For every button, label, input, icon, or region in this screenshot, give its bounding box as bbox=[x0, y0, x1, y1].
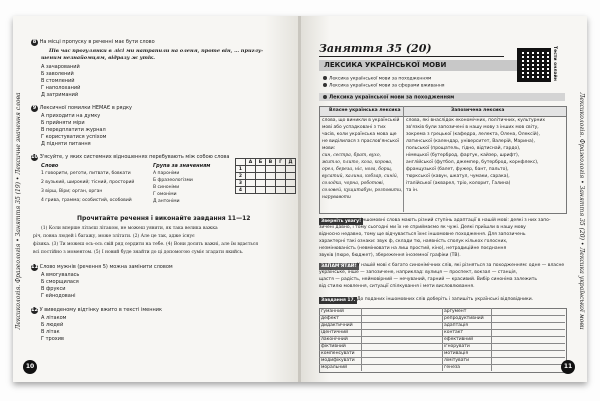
answer-option[interactable]: А зачарований bbox=[41, 64, 80, 70]
question-12 bbox=[31, 307, 162, 314]
table-cell-line: часів, коли українська мова ще bbox=[322, 132, 397, 137]
word-row: 1 говорити, реготи, питвати, бовкати bbox=[41, 171, 131, 176]
qr-code-icon[interactable] bbox=[517, 48, 551, 82]
foreign-word: гуманний bbox=[321, 309, 344, 314]
grid-cell[interactable] bbox=[286, 180, 296, 187]
question-11 bbox=[31, 264, 173, 271]
foreign-word: адаптація bbox=[444, 323, 468, 328]
table-cell-line: орел, береза, ніс, нога, борщ, bbox=[322, 167, 393, 172]
foreign-word: фіктивний bbox=[321, 344, 346, 349]
answer-option[interactable]: Д затриманий bbox=[41, 92, 79, 98]
question-prompt: З'ясуйте, у яких системних відношеннях перебувають між собою слова bbox=[39, 154, 230, 160]
group-option: Б фразеологізми bbox=[153, 178, 193, 183]
foreign-word: репродуктивний bbox=[444, 316, 484, 321]
table-cell-line: французької (балет, фужер, бант, пальто), bbox=[406, 167, 509, 172]
grid-cell[interactable] bbox=[266, 187, 276, 194]
grid-row-head: 4 bbox=[236, 187, 246, 194]
answer-option[interactable]: Б заволений bbox=[41, 71, 74, 77]
table-cell-line: слова, які внаслідок економічних, політичних, культурних bbox=[406, 118, 546, 123]
table-cell-line: німецької (бутерброд, фартук, кайзер, шрифт), bbox=[406, 153, 520, 158]
table-cell-line: польської (прощатель, гідно, відтиснай, гардо), bbox=[406, 146, 521, 151]
table-cell-line: тюркської (кавун, шкатул, чумаки, сарака), bbox=[406, 174, 510, 179]
note-line: зичені давно, і тому сьогодні ми їх не сприймаємо як чужі. Деякі приїшли в нашу мову bbox=[319, 225, 526, 230]
reading-title: Прочитайте речення і виконайте завдання 11—12 bbox=[77, 215, 251, 222]
grid-col-head: Г bbox=[276, 159, 286, 166]
page-number: 11 bbox=[561, 360, 575, 374]
table-cell-line: та ін. bbox=[406, 188, 419, 193]
table-cell-line: слова, що виникли в українській bbox=[322, 118, 400, 123]
reading-text-line: (1) Коли вперше літаєш літаком, не можеш уявити, як така велика важка bbox=[41, 226, 218, 231]
answer-option[interactable]: Б прийняти міри bbox=[41, 120, 85, 126]
grid-cell[interactable] bbox=[286, 173, 296, 180]
grid-cell[interactable] bbox=[256, 187, 266, 194]
grid-cell[interactable] bbox=[256, 180, 266, 187]
question-10 bbox=[31, 154, 229, 161]
grid-cell[interactable] bbox=[256, 173, 266, 180]
grid-cell[interactable] bbox=[286, 187, 296, 194]
note-line: Іншомовні слова мають різний ступінь адаптації в нашій мові: деякі з них запо- bbox=[361, 218, 551, 223]
question-prompt: У виведеному відтінку вжито в тексті іменник bbox=[39, 307, 163, 313]
question-prompt: Слово мужнів (речення 5) можна замінити словом bbox=[39, 264, 173, 270]
grid-cell[interactable] bbox=[286, 166, 296, 173]
foreign-word: лаконічний bbox=[321, 337, 348, 342]
group-option: Д антоніми bbox=[153, 199, 180, 204]
foreign-word: аргумент bbox=[444, 309, 467, 314]
answer-option[interactable]: В фрукси bbox=[41, 286, 66, 292]
table-cell-line: латинської (календар, університет, Валерій, Марина), bbox=[406, 139, 535, 144]
qr-caption: Тести онлайн bbox=[552, 46, 557, 81]
bullet-icon bbox=[323, 95, 327, 99]
answer-option[interactable]: Г наполоханий bbox=[41, 85, 81, 91]
left-running-header: Лексикологія. Фразеологія • Заняття 35 (19) • Лексичне значення слова bbox=[15, 92, 22, 330]
table-cell-line: син, сестра, брат, вухо, bbox=[322, 153, 381, 158]
question-prompt: Лексичної помилки НЕМАЄ в рядку bbox=[39, 105, 133, 111]
answer-grid bbox=[235, 158, 296, 194]
remember-line: українське, інше — запозичене, наприклад: вулиця — проспект, вокзал — станція, bbox=[319, 270, 518, 275]
right-page bbox=[301, 16, 587, 382]
grid-row-head: 3 bbox=[236, 180, 246, 187]
grid-cell[interactable] bbox=[276, 173, 286, 180]
question-8 bbox=[31, 39, 155, 46]
reading-text-line: фізика. (3) Ти можеш ось-ось свій ряд сердити на тебе. (4) Вони досить важні, але їм вдається bbox=[33, 242, 259, 247]
table-cell-line: вусатий, калина, кобзар, синій, bbox=[322, 174, 399, 179]
question-number-badge: 10 bbox=[31, 154, 38, 160]
grid-cell[interactable] bbox=[266, 166, 276, 173]
answer-option[interactable]: В передплатити журнал bbox=[41, 127, 106, 133]
note-line: незмінюваність (невмінювати на лиш простий, кіно), нетрадиційне поєднання bbox=[319, 246, 507, 251]
question-quote-line: Пів час прогулянки в лісі ми натрапили на оленя, проте він, … приглу- bbox=[49, 48, 264, 54]
question-number-badge: 12 bbox=[31, 307, 38, 313]
lesson-title-underline bbox=[319, 42, 504, 57]
grid-col-head: Б bbox=[256, 159, 266, 166]
foreign-word: генеза bbox=[444, 365, 460, 370]
note-line: відносно недавно, тому ще відчувається їхнє іншомовне походження. Для запозичень bbox=[319, 232, 526, 237]
table-cell-line: мові або успадковані з тих bbox=[322, 125, 386, 130]
answer-option[interactable]: Г трохив bbox=[41, 336, 64, 342]
foreign-word: ідентичний bbox=[321, 330, 349, 335]
question-prompt: На місці пропуску в реченні має бути слово bbox=[39, 39, 155, 45]
grid-cell[interactable] bbox=[256, 166, 266, 173]
remember-label: ЗАПАМ'ЯТАЙ! bbox=[321, 264, 357, 269]
remember-line: від стилю мовлення, ситуації спілкування і мети висловлювання. bbox=[319, 284, 475, 289]
group-option: В синоніми bbox=[153, 185, 180, 190]
table-header-borrowed: Запозичена лексика bbox=[451, 107, 505, 113]
word-row: 4 грива, грамма; особистий, особовий bbox=[41, 198, 132, 203]
question-number-badge: 8 bbox=[32, 39, 37, 45]
foreign-word: компенсувати bbox=[321, 351, 355, 356]
table-cell-line: нарувавоти bbox=[322, 195, 351, 200]
topic-title: ЛЕКСИКА УКРАЇНСЬКОЇ МОВИ bbox=[324, 61, 447, 69]
section-title: Лексика української мови за походженням bbox=[323, 95, 454, 101]
bullet-icon bbox=[323, 83, 327, 87]
answer-option[interactable]: В стомлений bbox=[41, 78, 75, 84]
grid-cell[interactable] bbox=[276, 166, 286, 173]
answer-option[interactable]: В літак bbox=[41, 329, 60, 335]
grid-cell[interactable] bbox=[266, 180, 276, 187]
answer-option[interactable]: Г ейнодовані bbox=[41, 293, 76, 299]
table-cell-line: італійської (акварел, тріо, колорит, Галина) bbox=[406, 181, 511, 186]
answer-option[interactable]: Б сморщилася bbox=[41, 279, 79, 285]
left-page bbox=[13, 16, 299, 382]
foreign-word: дидактичний bbox=[321, 323, 353, 328]
table-cell-line: зв'язків були запозичені в нашу мову з інших мов світу, bbox=[406, 125, 539, 130]
grid-col-head: Д bbox=[286, 159, 296, 166]
table-cell-line: англійської (футбол, джемпер, бутерброд, корнфлекс), bbox=[406, 160, 539, 165]
foreign-word: ефективний bbox=[444, 337, 474, 342]
grid-col-head: В bbox=[266, 159, 276, 166]
table-header-native: Власне українська лексика bbox=[329, 107, 401, 113]
answer-option[interactable]: А літаком bbox=[41, 315, 67, 321]
task-label: Завдання 17. bbox=[321, 298, 356, 303]
foreign-word: лімітувати bbox=[444, 358, 470, 363]
topic-bullet: Лексика української мови за походженням bbox=[323, 76, 431, 82]
answer-option[interactable]: Д підняти питання bbox=[41, 141, 91, 147]
topic-bullet: Лексика української мови за сферами вживання bbox=[323, 83, 444, 89]
foreign-word: ігнорувати bbox=[444, 344, 470, 349]
note-label: Зверніть увагу! bbox=[321, 219, 362, 224]
table-cell-line: зокрема з грецької (кафедра, лелекта, Олена, Олексій), bbox=[406, 132, 540, 137]
page-number: 10 bbox=[23, 360, 37, 374]
reading-text-line: всі постійно з моментом. (5) І новий буде знайти до ці допомогою суміє згадати якийсь. bbox=[33, 250, 244, 255]
grid-cell[interactable] bbox=[246, 166, 256, 173]
open-workbook bbox=[13, 16, 587, 382]
right-running-header: Лексикологія. Фразеологія • Заняття 35 (20) • Лексика української мови bbox=[578, 92, 585, 330]
foreign-word: модифікувати bbox=[321, 358, 355, 363]
question-number-badge: 9 bbox=[32, 105, 37, 111]
grid-cell[interactable] bbox=[246, 173, 256, 180]
reading-text-line: річ, повна людей і багажу, може злітати. (2) Але це так, адже існує bbox=[33, 234, 195, 239]
grid-row-head: 1 bbox=[236, 166, 246, 173]
question-9 bbox=[31, 105, 132, 112]
table-cell-line: соловей, кущитабун, розповити, bbox=[322, 188, 403, 193]
grid-cell[interactable] bbox=[266, 173, 276, 180]
answer-option[interactable]: А вмогувалась bbox=[41, 272, 80, 278]
column-header-words: Слово bbox=[41, 163, 59, 169]
table-cell-line: солодка, чорна, роботові, bbox=[322, 181, 385, 186]
bullet-icon bbox=[323, 76, 327, 80]
grid-col-head: А bbox=[246, 159, 256, 166]
group-option: А пароніми bbox=[153, 171, 180, 176]
foreign-word: моральний bbox=[321, 365, 348, 370]
topic-banner bbox=[319, 60, 519, 71]
answer-option[interactable]: Г користуватися успіхом bbox=[41, 134, 107, 140]
remember-line: У нашій мові є багато синонімічних слів, які різняться за походженням: одне — власне bbox=[357, 263, 565, 268]
table-cell-line: не виділилася з праслов'янської bbox=[322, 139, 399, 144]
answer-option[interactable]: Б людей bbox=[41, 322, 64, 328]
group-option: Г омоніми bbox=[153, 192, 177, 197]
foreign-word: дефект bbox=[321, 316, 339, 321]
question-number-badge: 11 bbox=[31, 264, 38, 270]
table-cell-line: житло, плито, коза, корова, bbox=[322, 160, 393, 165]
grid-cell[interactable] bbox=[276, 187, 286, 194]
answer-option[interactable]: А приходити на думку bbox=[41, 113, 101, 119]
table-cell-line: мови: bbox=[322, 146, 336, 151]
word-row: 3 вірш, Віри; орган, орган bbox=[41, 189, 103, 194]
note-line: звуків (пюре, бюджет), збереження іноземної графіки (ТВ). bbox=[319, 253, 461, 258]
lesson-title: Заняття 35 (20) bbox=[319, 42, 432, 55]
grid-cell[interactable] bbox=[276, 180, 286, 187]
remember-line: щастя — радість, неймовірний — нечуваний, гарний — красивий. Вибір синоніма залежить bbox=[319, 277, 537, 282]
task-prompt: До поданих іншомовних слів доберіть і запишіть українські відповідники. bbox=[357, 297, 534, 302]
grid-cell[interactable] bbox=[246, 187, 256, 194]
note-line: характерні такі ознаки: звук ф, склади тю, наявність сполук кількох голосних, bbox=[319, 239, 508, 244]
section-banner bbox=[319, 93, 565, 101]
grid-row-head: 2 bbox=[236, 173, 246, 180]
word-row: 2 вузький, широкий; тісний, просторий bbox=[41, 180, 135, 185]
foreign-word: контакт bbox=[444, 330, 464, 335]
grid-cell[interactable] bbox=[246, 180, 256, 187]
column-header-groups: Група за значенням bbox=[153, 163, 211, 169]
foreign-word: мотивація bbox=[444, 351, 469, 356]
question-quote-line: шеним незнайомцям, відразу ж утік. bbox=[41, 55, 155, 61]
